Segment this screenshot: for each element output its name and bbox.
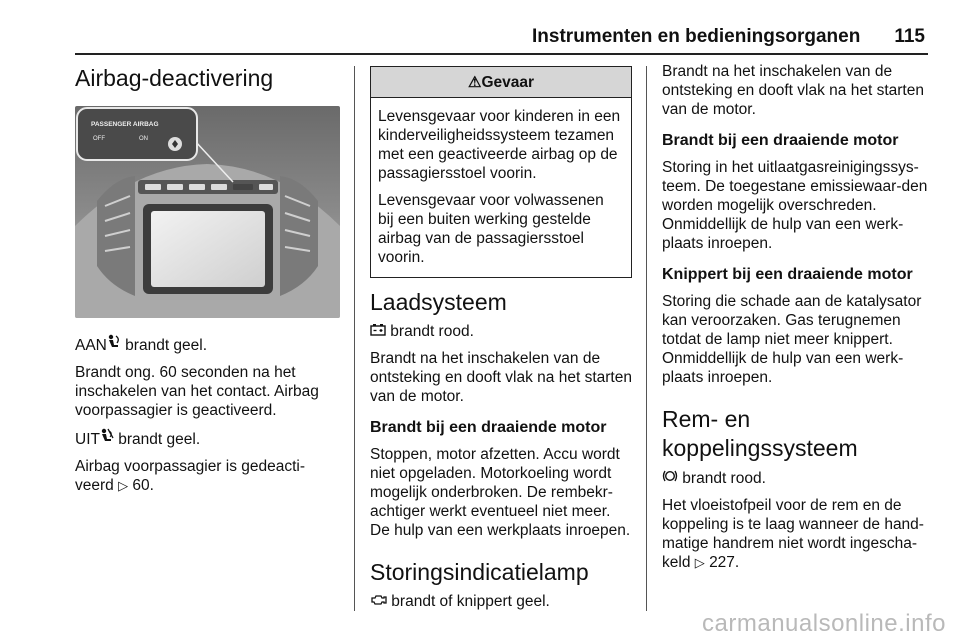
column-divider [354,66,355,611]
page-ref-link[interactable]: 60. [132,477,154,494]
column-right [662,62,928,580]
header-rule [75,53,928,55]
warning-box [370,66,632,278]
airbag-on-paragraph [75,334,343,355]
engine-lamp-paragraph: Brandt na het inschakelen van de ontsteking en dooft vlak na het starten van de motor. [662,63,924,118]
battery-text: brandt rood. [386,323,474,340]
airbag-off-label: UIT [75,431,100,448]
warning-triangle-icon: ⚠ [467,74,482,91]
page-header [75,26,925,48]
airbag-dashboard-figure [75,106,340,318]
catalyst-paragraph: Storing die schade aan de katalysator kan veroorzaken. Gas terugnemen totdat de lamp niet meer knippert. Onmiddellijk de hulp van een werk-plaats inroepen. [662,293,922,386]
section-heading-rem-koppeling [662,405,928,463]
warning-paragraph-2: Levensgevaar voor volwassenen bij een buiten werking gestelde airbag van de passagiersstoel voorin. [378,192,604,266]
airbag-off-description [75,457,343,495]
page-number: 115 [894,26,925,47]
airbag-on-description: Brandt ong. 60 seconden na het inschakelen van het contact. Airbag voorpassagier is geactiveerd. [75,364,319,419]
brake-fluid-paragraph [662,496,928,572]
warning-header [371,67,631,98]
airbag-on-text: brandt geel. [120,337,208,354]
brake-paragraph [662,469,928,488]
section-heading-line1: Rem- en [662,406,751,432]
figure-label-off: OFF [93,136,105,142]
airbag-off-description-text: Airbag voorpassagier is gedeacti-veerd [75,458,306,494]
page-ref-link[interactable]: 227. [709,554,740,571]
battery-icon [370,322,386,341]
figure-label-title: PASSENGER AIRBAG [91,121,159,128]
section-heading-line2: koppelingssysteem [662,435,858,461]
laadsysteem-running-paragraph: Stoppen, motor afzetten. Accu wordt niet opgeladen. Motorkoeling wordt mogelijk onderbroken. De rembekr-achtiger werkt eventueel niet meer. De hulp van een werkplaats inroepen. [370,446,631,539]
airbag-on-icon [107,334,121,355]
column-left [75,62,343,503]
page-ref-arrow-icon[interactable]: ▷ [118,478,129,493]
page-header-title: Instrumenten en bedieningsorganen [532,26,861,47]
section-heading-laadsysteem: Laadsysteem [370,289,507,315]
brake-fluid-text: Het vloeistofpeil voor de rem en de koppeling is te laag wanneer de hand-matige handrem niet wordt ingescha-keld [662,497,924,571]
engine-text: brandt of knippert geel. [387,593,550,610]
airbag-off-icon [100,428,114,449]
warning-body [371,98,631,277]
figure-label-on: ON [139,136,148,142]
page-ref-arrow-icon[interactable]: ▷ [694,555,705,570]
laadsysteem-paragraph: Brandt na het inschakelen van de ontsteking en dooft vlak na het starten van de motor. [370,350,632,405]
emission-paragraph: Storing in het uitlaatgasreinigingssys-teem. De toegestane emissiewaar-den worden mogelijk overschreden. Onmiddellijk de hulp van een werk-plaats inroepen. [662,159,928,252]
engine-paragraph [370,592,632,611]
airbag-off-text: brandt geel. [113,431,201,448]
column-divider [646,66,647,611]
column-middle [370,62,632,619]
warning-paragraph-1: Levensgevaar voor kinderen in een kinderveiligheidssysteem tezamen met een geactiveerde airbag op de passagiersstoel voorin. [378,108,621,182]
section-heading-storingsindicatielamp: Storingsindicatielamp [370,559,589,585]
watermark: carmanualsonline.info [702,610,946,637]
section-heading-airbag: Airbag-deactivering [75,65,274,91]
airbag-on-label: AAN [75,337,107,354]
subheading-running-engine: Brandt bij een draaiende motor [370,419,607,436]
subheading-blinking-engine: Knippert bij een draaiende motor [662,266,913,283]
subheading-running-engine-2: Brandt bij een draaiende motor [662,132,899,149]
brake-icon [662,469,678,488]
warning-title: Gevaar [481,74,535,91]
engine-icon [370,592,387,611]
battery-paragraph [370,322,632,341]
brake-text: brandt rood. [678,470,766,487]
dashboard-illustration [75,106,340,318]
airbag-off-paragraph [75,428,343,449]
